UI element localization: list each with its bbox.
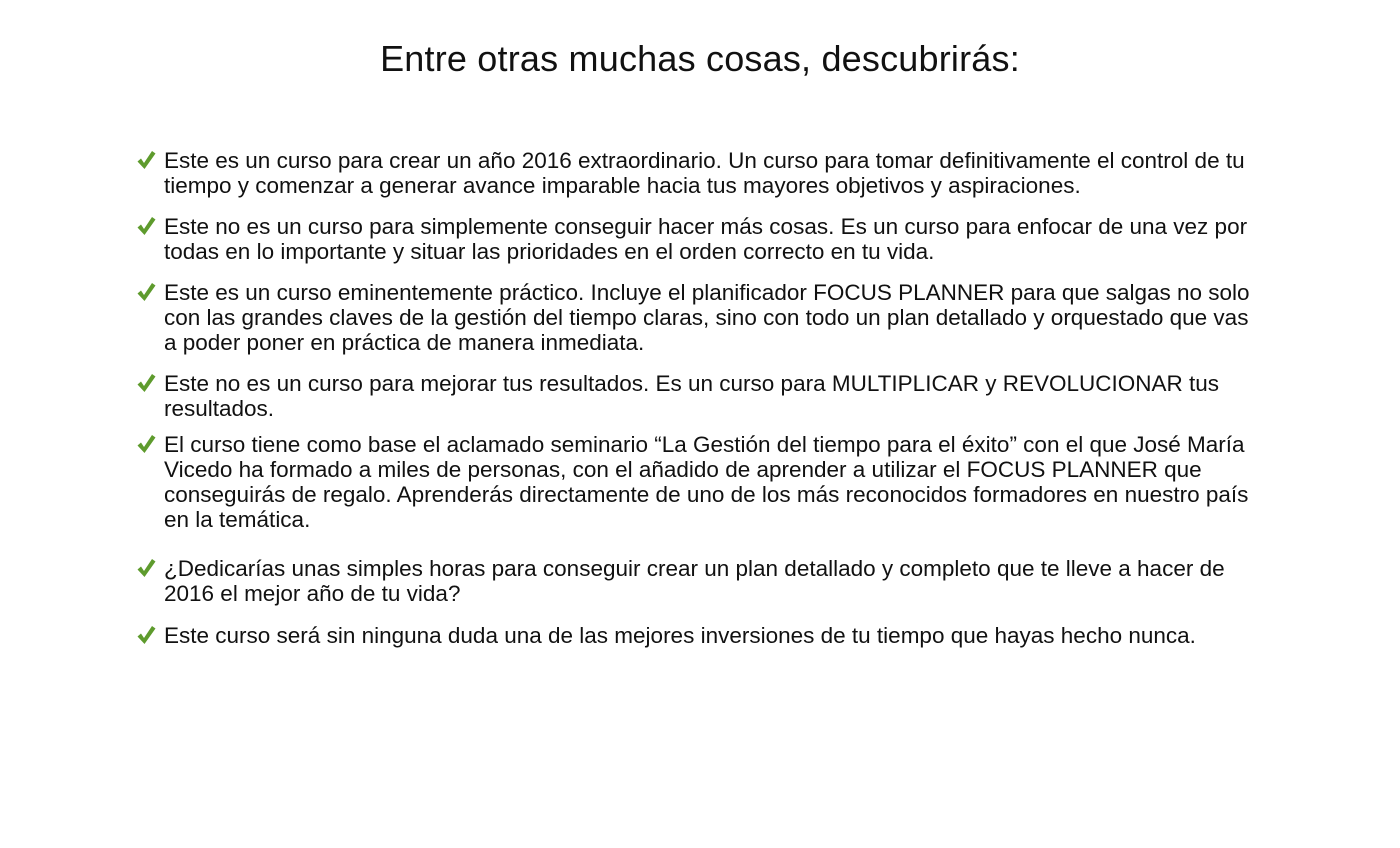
check-icon [136,624,156,646]
list-item-text: El curso tiene como base el aclamado seminario “La Gestión del tiempo para el éxito” con el que José María Vicedo ha formado a miles de personas, con el añadido de aprender a utilizar el FOCUS PLANNER que conseguirás de regalo. Aprenderás directamente de uno de los más reconocidos formadores en nuestro país en la temática. [164,432,1249,532]
check-icon [136,281,156,303]
check-icon [136,149,156,171]
list-item-text: Este no es un curso para simplemente conseguir hacer más cosas. Es un curso para enfocar de una vez por todas en lo importante y situar las prioridades en el orden correcto en tu vida. [164,214,1248,264]
check-icon [136,557,156,579]
check-icon [136,215,156,237]
check-icon [136,433,156,455]
list-item [136,623,1266,648]
page-title: Entre otras muchas cosas, descubrirás: [380,38,1020,79]
list-item [136,432,1266,532]
list-item-text: Este curso será sin ninguna duda una de las mejores inversiones de tu tiempo que hayas hecho nunca. [164,623,1196,648]
list-item [136,214,1266,264]
list-item [136,148,1266,198]
list-item-text: Este no es un curso para mejorar tus resultados. Es un curso para MULTIPLICAR y REVOLUCIONAR tus resultados. [164,371,1219,421]
list-item-text: Este es un curso eminentemente práctico. Incluye el planificador FOCUS PLANNER para que salgas no solo con las grandes claves de la gestión del tiempo claras, sino con todo un plan detallado y orquestado que vas a poder poner en práctica de manera inmediata. [164,280,1250,355]
check-icon [136,372,156,394]
list-item [136,371,1266,421]
list-item [136,280,1266,355]
benefit-list [136,148,1266,668]
list-item-text: ¿Dedicarías unas simples horas para conseguir crear un plan detallado y completo que te lleve a hacer de 2016 el mejor año de tu vida? [164,556,1225,606]
list-item [136,556,1266,606]
list-item-text: Este es un curso para crear un año 2016 extraordinario. Un curso para tomar definitivamente el control de tu tiempo y comenzar a generar avance imparable hacia tus mayores objetivos y aspiraciones. [164,148,1245,198]
